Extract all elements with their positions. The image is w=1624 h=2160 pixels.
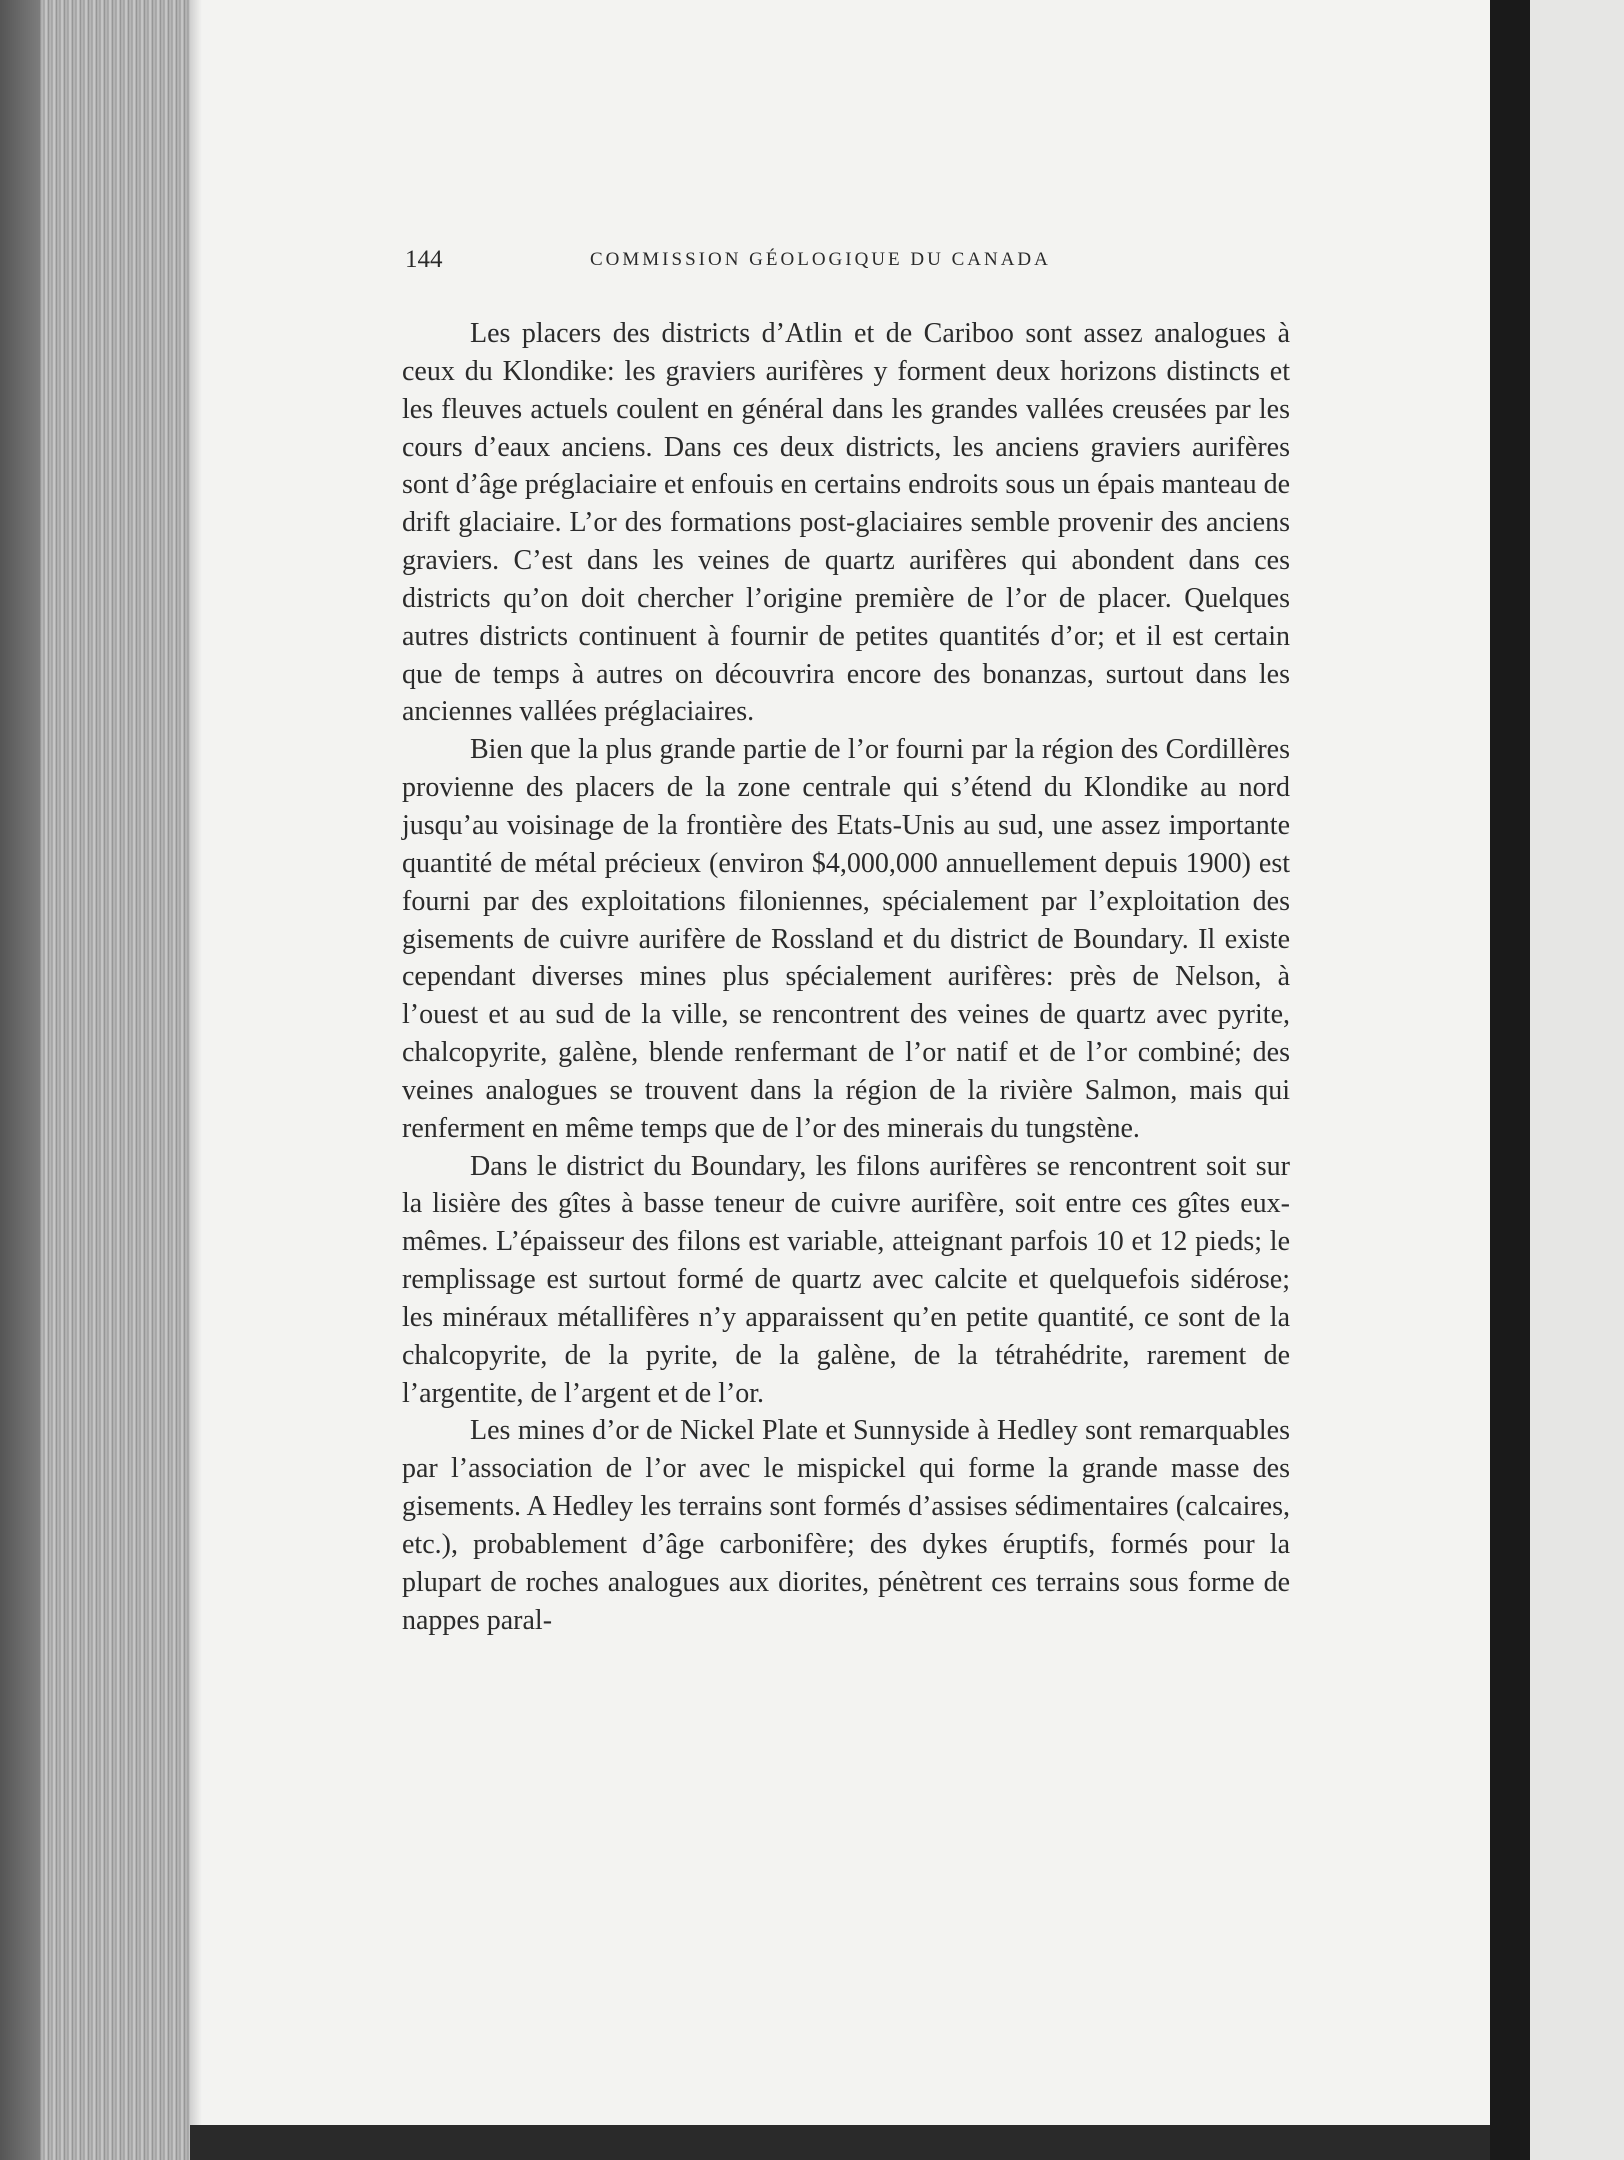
facing-page-edge (1530, 0, 1624, 2160)
paragraph-hedley: Les mines d’or de Nickel Plate et Sunnyside à Hedley sont remarquables par l’association de l’or avec le mispickel qui forme la grande masse des gisements. A Hedley les terrains sont formés d’assises sédimentaires (calcaires, etc.), probablement d’âge carbonifère; des dykes éruptifs, formés pour la plupart de roches analogues aux diorites, pénètrent ces terrains sous forme de nappes paral- (402, 1415, 1290, 1636)
page-number: 144 (405, 246, 443, 273)
paragraph-cordilleres: Bien que la plus grande partie de l’or fourni par la région des Cordillères provienne des placers de la zone centrale qui s’étend du Klondike au nord jusqu’au voisinage de la frontière des Etats-Unis au sud, une assez importante quantité de métal précieux (environ $4,000,000 annuellement depuis 1900) est fourni par des exploitations filoniennes, spécialement par l’exploitation des gisements de cuivre aurifère de Rossland et du district de Boundary. Il existe cependant diverses mines plus spécialement aurifères: près de Nelson, à l’ouest et au sud de la ville, se rencontrent des veines de quartz avec pyrite, chalcopyrite, galène, blende renfermant de l’or natif et de l’or combiné; des veines analogues se trouvent dans la région de la rivière Salmon, mais qui renferment en même temps que de l’or des minerais du tungstène. (402, 734, 1290, 1144)
header-title: COMMISSION GÉOLOGIQUE DU CANADA (590, 249, 1051, 270)
book-page-edge (0, 0, 190, 2160)
body-text (402, 315, 1290, 1640)
book-gutter (1490, 0, 1530, 2160)
running-head (405, 242, 1285, 278)
paragraph-atlin-cariboo: Les placers des districts d’Atlin et de Cariboo sont assez analogues à ceux du Klondike: les graviers aurifères y forment deux horizons distincts et les fleuves actuels coulent en général dans les grandes vallées creusées par les cours d’eaux anciens. Dans ces deux districts, les anciens graviers aurifères sont d’âge préglaciaire et enfouis en certains endroits sous un épais manteau de drift glaciaire. L’or des formations post-glaciaires semble provenir des anciens graviers. C’est dans les veines de quartz aurifères qui abondent dans ces districts qu’on doit chercher l’origine première de l’or de placer. Quelques autres districts continuent à fournir de petites quantités d’or; et il est certain que de temps à autres on découvrira encore des bonanzas, surtout dans les anciennes vallées préglaciaires. (402, 318, 1290, 728)
page-bottom-shadow (190, 2125, 1490, 2160)
paragraph-boundary: Dans le district du Boundary, les filons aurifères se rencontrent soit sur la lisière des gîtes à basse teneur de cuivre aurifère, soit entre ces gîtes eux-mêmes. L’épaisseur des filons est variable, atteignant parfois 10 et 12 pieds; le remplissage est surtout formé de quartz avec calcite et quelquefois sidérose; les minéraux métallifères n’y apparaissent qu’en petite quantité, ce sont de la chalcopyrite, de la pyrite, de la galène, de la tétrahédrite, rarement de l’argentite, de l’argent et de l’or. (402, 1150, 1290, 1409)
